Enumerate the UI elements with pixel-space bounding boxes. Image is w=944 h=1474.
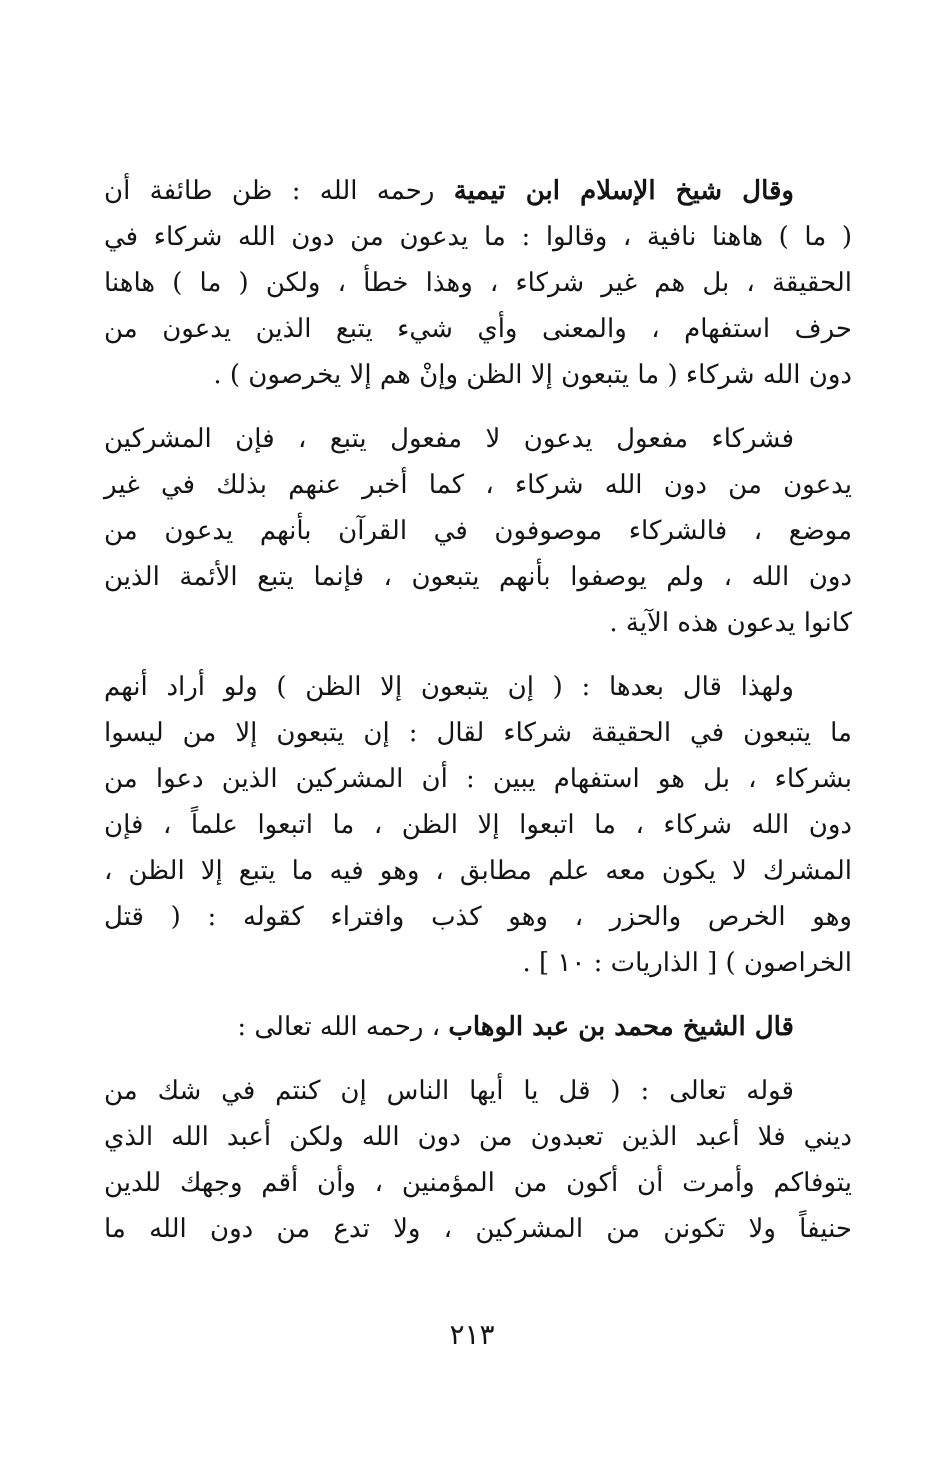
text-line [104,168,852,214]
text-line: وهو الخرص والحزر ، وهو كذب وافتراء كقوله : ( قتل [104,902,852,932]
text-line: كانوا يدعون هذه الآية . [609,608,852,638]
text-line: موضع ، فالشركاء موصوفون في القرآن بأنهم يدعون من [104,516,852,546]
text-line: المشرك لا يكون معه علم مطابق ، وهو فيه ما يتبع إلا الظن ، [104,856,852,886]
heading-scholar-name: قال الشيخ محمد بن عبد الوهاب [448,1012,794,1042]
text-line: ما يتبعون في الحقيقة شركاء لقال : إن يتبعون إلا من ليسوا [104,718,852,748]
text-line: دون الله شركاء ( ما يتبعون إلا الظن وإنْ هم إلا يخرصون ) . [213,360,852,390]
text-line: حنيفاً ولا تكونن من المشركين ، ولا تدع من دون الله ما [104,1214,852,1244]
text-line: بشركاء ، بل هو استفهام يبين : أن المشركين الذين دعوا من [104,764,852,794]
text-line: يدعون من دون الله شركاء ، كما أخبر عنهم بذلك في غير [104,470,852,500]
text-line: الخراصون ) [ الذاريات : ١٠ ] . [522,948,852,978]
text-line: يتوفاكم وأمرت أن أكون من المؤمنين ، وأن أقم وجهك للدين [104,1168,852,1198]
text-line: ( ما ) هاهنا نافية ، وقالوا : ما يدعون من دون الله شركاء في [104,222,852,252]
paragraph-ibn-taymiyyah [104,168,852,398]
text-line: دون الله ، ولم يوصفوا بأنهم يتبعون ، فإنما يتبع الأئمة الذين [104,562,852,592]
text-line: دون الله شركاء ، ما اتبعوا إلا الظن ، ما اتبعوا علماً ، فإن [104,810,852,840]
text-segment: رحمه الله : ظن طائفة أن [104,176,454,206]
section-heading [104,1004,852,1050]
heading-suffix: ، رحمه الله تعالى : [237,1012,449,1042]
text-line: ولهذا قال بعدها : ( إن يتبعون إلا الظن ) ولو أراد أنهم [104,672,794,702]
paragraph-quran-verse [104,1068,852,1252]
page-body [104,168,852,1318]
scholar-name: وقال شيخ الإسلام ابن تيمية [453,176,794,206]
text-line: الحقيقة ، بل هم غير شركاء ، وهذا خطأ ، ولكن ( ما ) هاهنا [104,268,852,298]
page-number: ٢١٣ [449,1318,495,1351]
text-line: قوله تعالى : ( قل يا أيها الناس إن كنتم في شك من [104,1076,794,1106]
text-line: حرف استفهام ، والمعنى وأي شيء يتبع الذين يدعون من [104,314,852,344]
text-line: فشركاء مفعول يدعون لا مفعول يتبع ، فإن المشركين [104,424,794,454]
paragraph-shuraka [104,416,852,646]
paragraph-zann [104,664,852,986]
text-line: ديني فلا أعبد الذين تعبدون من دون الله ولكن أعبد الله الذي [104,1122,852,1152]
